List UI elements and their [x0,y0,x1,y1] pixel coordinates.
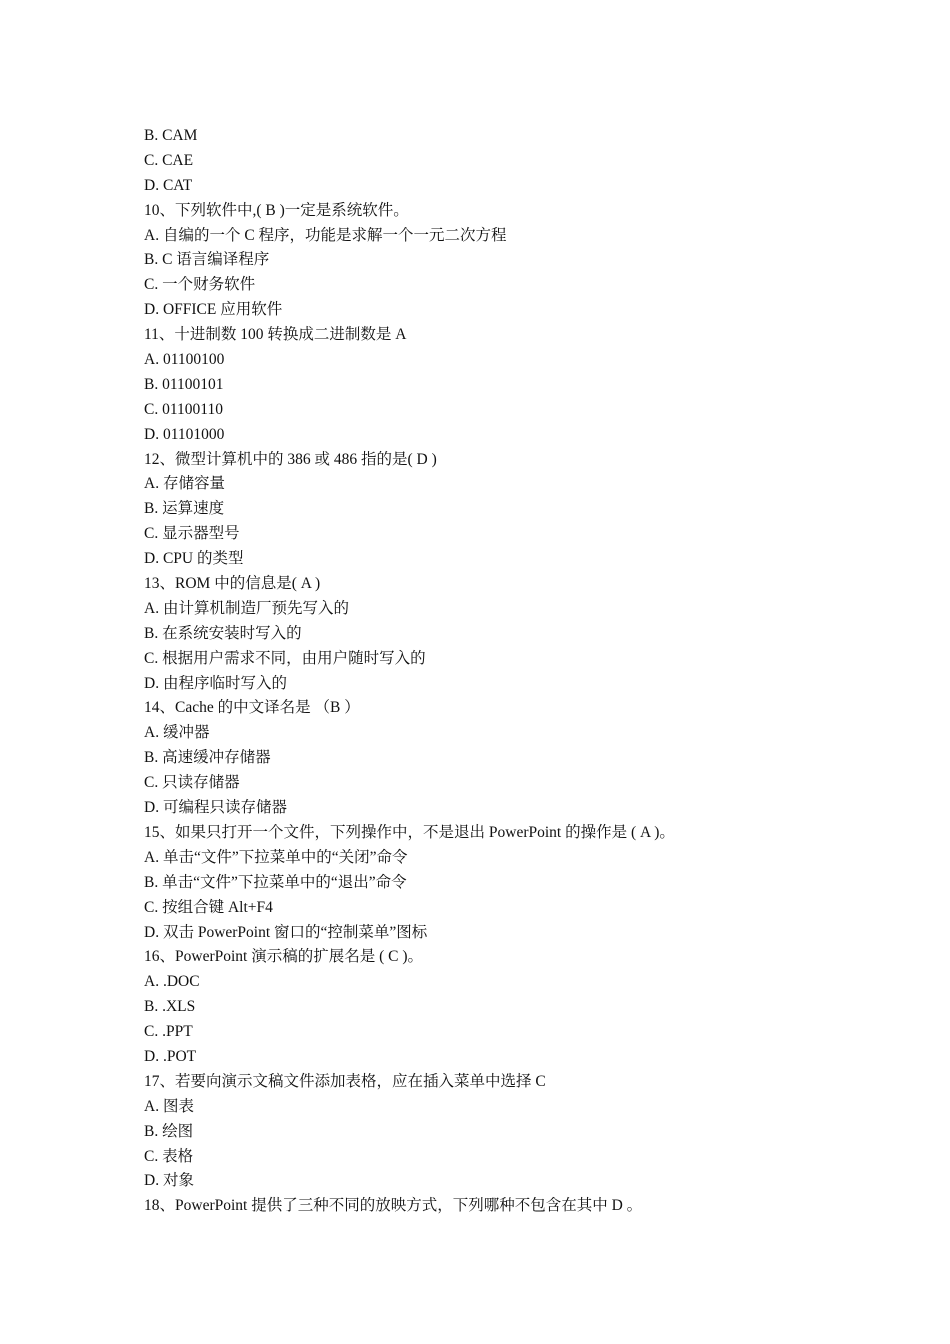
text-line: B. 01100101 [144,375,224,393]
text-line: B. 高速缓冲存储器 [144,749,271,767]
text-line: B. .XLS [144,998,196,1016]
text-line: C. .PPT [144,1023,193,1041]
text-line: C. 表格 [144,1147,194,1165]
question-11: 11、十进制数 100 转换成二进制数是 A [144,326,410,344]
question-16: 16、PowerPoint 演示稿的扩展名是 ( C )。 [144,948,424,966]
text-line: D. OFFICE 应用软件 [144,301,283,319]
document-body [144,124,824,1219]
text-line: B. 单击“文件”下拉菜单中的“退出”命令 [144,873,407,891]
text-line: C. 一个财务软件 [144,276,256,294]
text-line: C. 按组合键 Alt+F4 [144,898,273,916]
text-line: C. 显示器型号 [144,525,240,543]
question-18: 18、PowerPoint 提供了三种不同的放映方式，下列哪种不包含在其中 D 。 [144,1197,643,1215]
text-line: D. 由程序临时写入的 [144,674,287,692]
text-line: C. 只读存储器 [144,774,240,792]
text-line: A. 由计算机制造厂预先写入的 [144,599,349,617]
question-12: 12、微型计算机中的 386 或 486 指的是( D ) [144,450,437,468]
text-line: A. 图表 [144,1097,194,1115]
text-line: A. .DOC [144,973,200,991]
question-10: 10、下列软件中,( B )一定是系统软件。 [144,201,409,219]
text-line: D. 对象 [144,1172,194,1190]
text-line: B. CAM [144,127,198,144]
text-line: D. 双击 PowerPoint 窗口的“控制菜单”图标 [144,923,428,941]
text-line: A. 缓冲器 [144,724,210,742]
text-line: B. 在系统安装时写入的 [144,624,302,642]
text-line: D. 可编程只读存储器 [144,799,287,817]
question-13: 13、ROM 中的信息是( A ) [144,575,321,593]
text-line: D. CAT [144,176,193,194]
question-15: 15、如果只打开一个文件，下列操作中，不是退出 PowerPoint 的操作是 ( A )。 [144,823,675,841]
text-line: A. 自编的一个 C 程序，功能是求解一个一元二次方程 [144,226,507,244]
text-line: C. 根据用户需求不同，由用户随时写入的 [144,649,426,667]
text-line: D. 01101000 [144,425,225,443]
text-line: C. CAE [144,151,194,169]
text-line: A. 01100100 [144,351,225,369]
text-line: C. 01100110 [144,400,223,418]
question-17: 17、若要向演示文稿文件添加表格，应在插入菜单中选择 C [144,1072,550,1090]
question-14: 14、Cache 的中文译名是 （B ） [144,699,360,717]
text-line: B. 运算速度 [144,500,225,518]
text-line: B. C 语言编译程序 [144,251,270,269]
text-line: A. 存储容量 [144,475,225,493]
text-line: D. .POT [144,1047,197,1065]
text-line: D. CPU 的类型 [144,550,244,568]
text-line: A. 单击“文件”下拉菜单中的“关闭”命令 [144,848,408,866]
text-line: B. 绘图 [144,1122,194,1140]
